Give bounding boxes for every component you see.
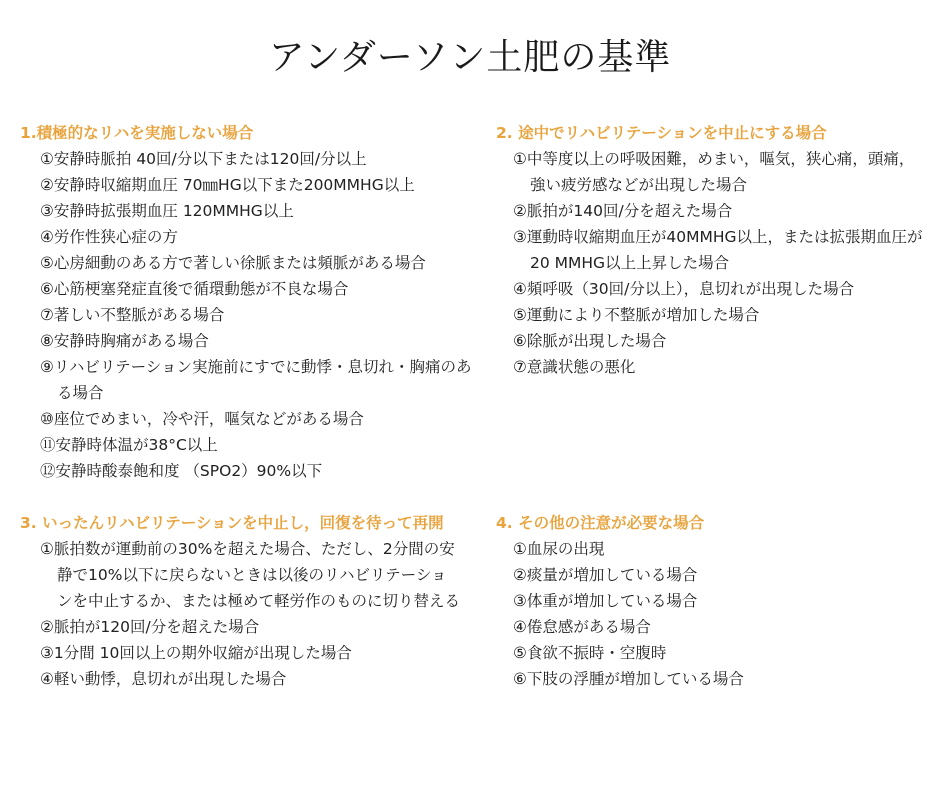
list-item: ②脈拍が120回/分を超えた場合 [40, 618, 260, 636]
list-item: ⑥下肢の浮腫が増加している場合 [513, 670, 744, 688]
list-item: ③体重が増加している場合 [513, 592, 698, 610]
list-item: ⑧安静時胸痛がある場合 [40, 332, 209, 350]
list-item: ④軽い動悸，息切れが出現した場合 [40, 670, 287, 688]
section-no-rehab [20, 120, 480, 484]
criteria-list [40, 536, 460, 692]
page-title: アンダーソン土肥の基準 [268, 37, 672, 78]
criteria-list [513, 536, 923, 692]
list-item: ⑦意識状態の悪化 [513, 358, 636, 376]
section-heading: 3. いったんリハビリテーションを中止し，回復を待って再開 [20, 514, 444, 532]
list-item: ②脈拍が140回/分を超えた場合 [513, 202, 733, 220]
list-item: ⑥除脈が出現した場合 [513, 332, 667, 350]
list-item: ⑤心房細動のある方で著しい徐脈または頻脈がある場合 [40, 254, 426, 272]
section-heading: 1.積極的なリハを実施しない場合 [20, 124, 254, 142]
list-item: ④労作性狭心症の方 [40, 228, 178, 246]
list-item: ②痰量が増加している場合 [513, 566, 698, 584]
section-stop-rehab [496, 120, 926, 380]
list-item: ②安静時収縮期血圧 70㎜HG以下また200MMHG以上 [40, 176, 415, 194]
list-item: ⑤食欲不振時・空腹時 [513, 644, 667, 662]
list-item: ①中等度以上の呼吸困難，めまい，嘔気，狭心痛，頭痛，強い疲労感などが出現した場合 [513, 150, 915, 194]
section-heading: 2. 途中でリハビリテーションを中止にする場合 [496, 124, 827, 142]
section-caution [496, 510, 926, 692]
list-item: ⑥心筋梗塞発症直後で循環動態が不良な場合 [40, 280, 349, 298]
list-item: ⑨リハビリテーション実施前にすでに動悸・息切れ・胸痛のある場合 [40, 358, 472, 402]
list-item: ⑤運動により不整脈が増加した場合 [513, 306, 760, 324]
section-pause-rehab [20, 510, 460, 692]
criteria-list [513, 146, 923, 380]
list-item: ⑪安静時体温が38°C以上 [40, 436, 218, 454]
list-item: ①安静時脈拍 40回/分以下または120回/分以上 [40, 150, 367, 168]
section-heading: 4. その他の注意が必要な場合 [496, 514, 705, 532]
list-item: ⑫安静時酸泰飽和度 （SPO2）90%以下 [40, 462, 323, 480]
criteria-list [40, 146, 480, 484]
list-item: ④頻呼吸（30回/分以上），息切れが出現した場合 [513, 280, 855, 298]
list-item: ⑦著しい不整脈がある場合 [40, 306, 225, 324]
list-item: ④倦怠感がある場合 [513, 618, 651, 636]
list-item: ⑩座位でめまい，冷や汗，嘔気などがある場合 [40, 410, 364, 428]
list-item: ①血尿の出現 [513, 540, 605, 558]
list-item: ①脈拍数が運動前の30%を超えた場合、ただし、2分間の安静で10%以下に戻らないときは以後のリハビリテーションを中止するか、または極めて軽労作のものに切り替える [40, 540, 461, 610]
list-item: ③1分間 10回以上の期外収縮が出現した場合 [40, 644, 352, 662]
list-item: ③運動時収縮期血圧が40MMHG以上，または拡張期血圧が20 MMHG以上上昇した場合 [513, 228, 923, 272]
list-item: ③安静時拡張期血圧 120MMHG以上 [40, 202, 294, 220]
